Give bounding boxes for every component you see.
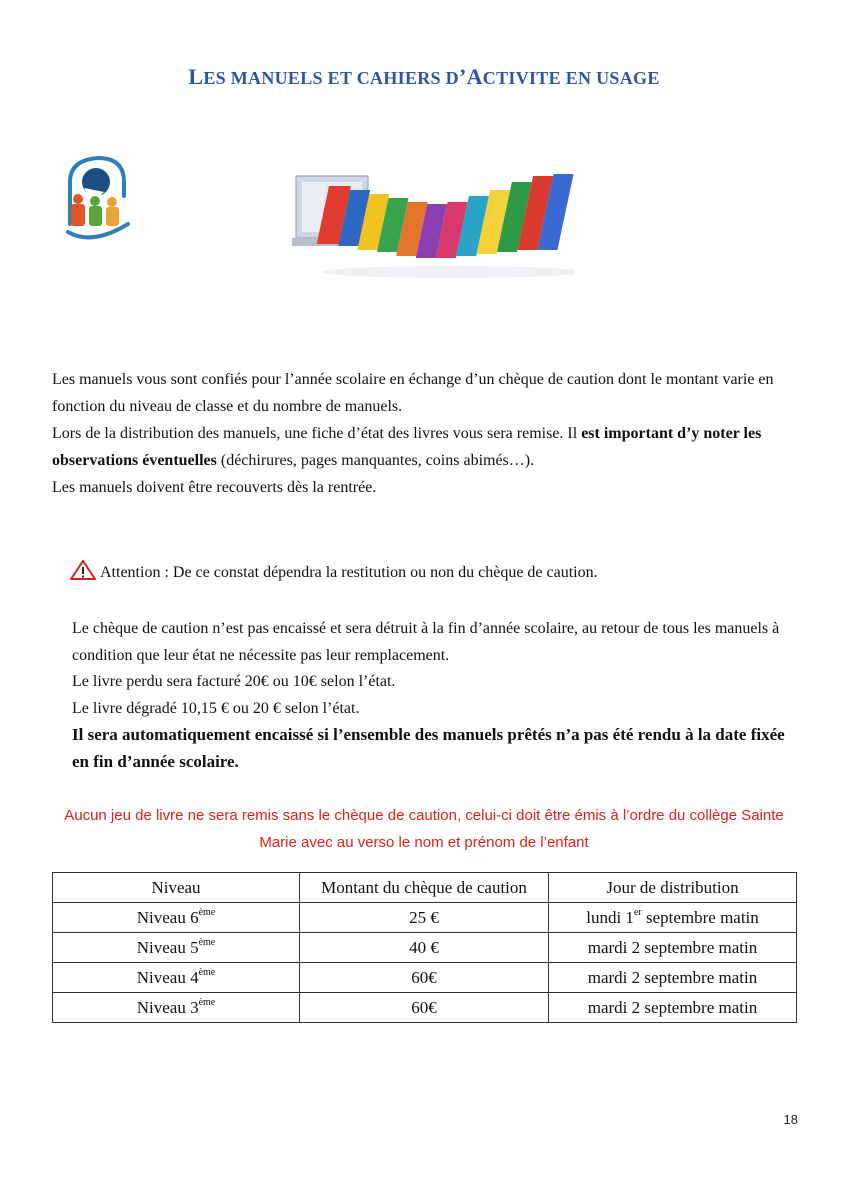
table-row	[53, 903, 797, 933]
cell-niveau: Niveau 6ème	[53, 903, 300, 933]
intro-paragraph	[52, 366, 792, 501]
attention-note	[70, 560, 790, 586]
page-title: LES MANUELS ET CAHIERS D’ACTIVITE EN USAGE	[188, 64, 660, 90]
header-montant: Montant du chèque de caution	[300, 873, 549, 903]
books-illustration-icon	[292, 172, 574, 280]
caution-line-1: Le chèque de caution n’est pas encaissé et sera détruit à la fin d’année scolaire, au retour de tous les manuels à condition que leur état ne nécessite pas leur remplacement.	[72, 620, 780, 664]
cell-montant: 60€	[300, 963, 549, 993]
cell-niveau: Niveau 4ème	[53, 963, 300, 993]
family-care-logo-icon	[62, 152, 134, 244]
header-jour: Jour de distribution	[549, 873, 797, 903]
warning-triangle-icon	[70, 560, 96, 580]
cell-jour: mardi 2 septembre matin	[549, 993, 797, 1023]
notice-red	[40, 802, 808, 856]
intro-line-2: Lors de la distribution des manuels, une fiche d’état des livres vous sera remise. Il est important d’y noter les observations éventuelles (déchirures, pages manquantes, coins abimés…).	[52, 425, 762, 469]
cell-jour: lundi 1er septembre matin	[549, 903, 797, 933]
header-niveau: Niveau	[53, 873, 300, 903]
attention-text: Attention : De ce constat dépendra la restitution ou non du chèque de caution.	[100, 564, 598, 581]
caution-line-3: Le livre dégradé 10,15 € ou 20 € selon l’état.	[72, 699, 360, 717]
table-row	[53, 963, 797, 993]
table-row	[53, 993, 797, 1023]
cell-jour: mardi 2 septembre matin	[549, 963, 797, 993]
cell-montant: 25 €	[300, 903, 549, 933]
intro-line-1: Les manuels vous sont confiés pour l’année scolaire en échange d’un chèque de caution dont le montant varie en fonction du niveau de classe et du nombre de manuels.	[52, 371, 774, 415]
notice-line-2: Marie avec au verso le nom et prénom de l’enfant	[259, 834, 589, 851]
intro-line-3: Les manuels doivent être recouverts dès la rentrée.	[52, 479, 377, 496]
table-row	[53, 933, 797, 963]
caution-line-2: Le livre perdu sera facturé 20€ ou 10€ selon l’état.	[72, 673, 396, 690]
distribution-table	[52, 872, 797, 1023]
cell-montant: 40 €	[300, 933, 549, 963]
caution-line-4: Il sera automatiquement encaissé si l’ensemble des manuels prêtés n’a pas été rendu à la date fixée en fin d’année scolaire.	[72, 725, 785, 771]
cell-montant: 60€	[300, 993, 549, 1023]
cell-jour: mardi 2 septembre matin	[549, 933, 797, 963]
caution-block	[72, 616, 792, 775]
cell-niveau: Niveau 5ème	[53, 933, 300, 963]
notice-line-1: Aucun jeu de livre ne sera remis sans le chèque de caution, celui-ci doit être émis à l’ordre du collège Sainte	[64, 807, 784, 824]
cell-niveau: Niveau 3ème	[53, 993, 300, 1023]
page-number: 18	[783, 1112, 798, 1127]
table-header-row	[53, 873, 797, 903]
